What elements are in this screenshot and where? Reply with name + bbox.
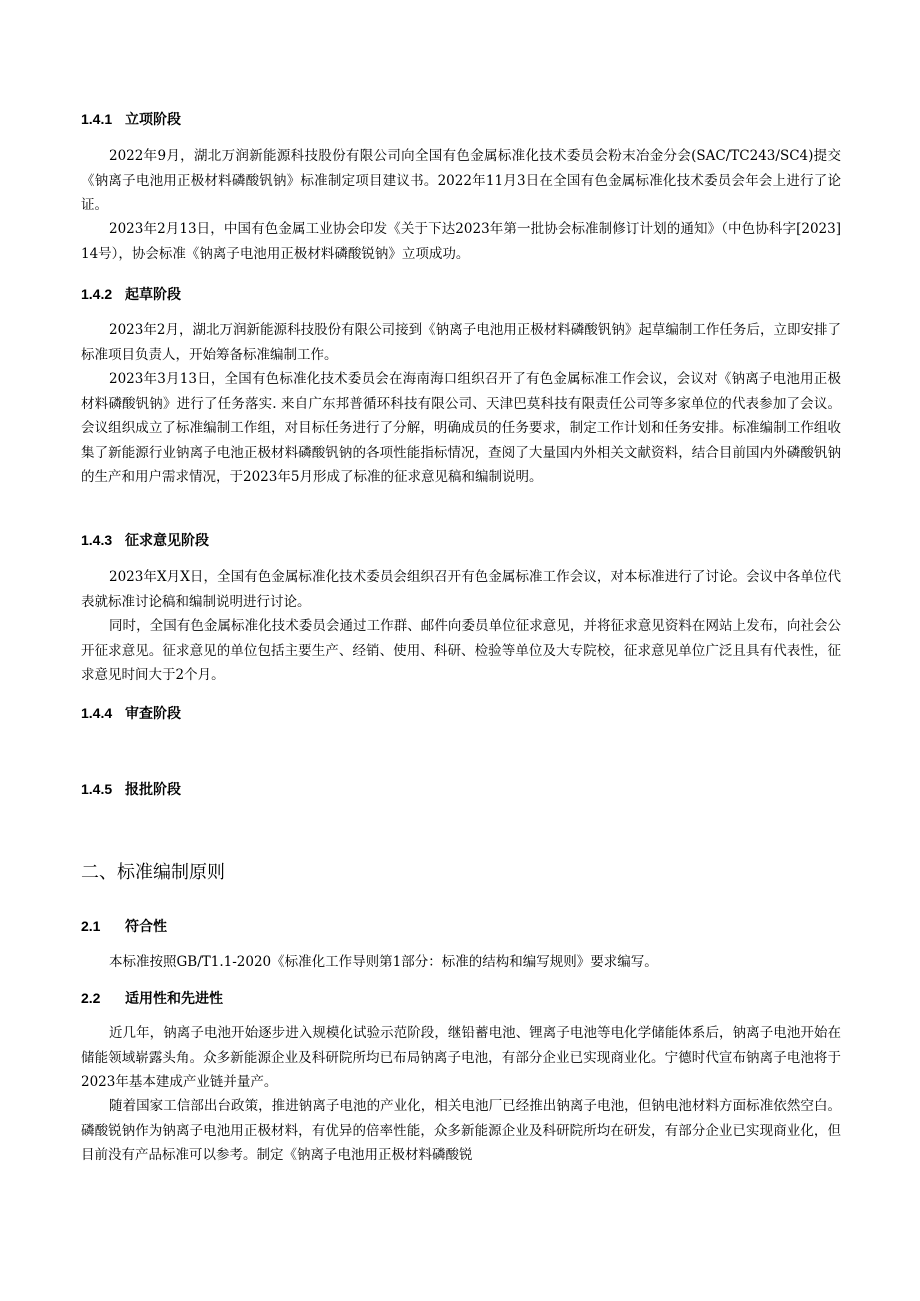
paragraph: 本标准按照GB/T1.1-2020《标准化工作导则第1部分：标准的结构和编写规则》要求编写。 — [109, 954, 658, 970]
section-heading-1-4-5 — [81, 779, 181, 799]
section-title: 征求意见阶段 — [125, 532, 209, 548]
section-title: 审查阶段 — [125, 705, 181, 721]
paragraph: 2023年2月，湖北万润新能源科技股份有限公司接到《钠离子电池用正极材料磷酸钒钠》起草编制工作任务后，立即安排了标准项目负责人，开始筹备标准编制工作。 — [81, 322, 841, 363]
section-number: 1.4.2 — [81, 286, 113, 302]
paragraph: 同时，全国有色金属标准化技术委员会通过工作群、邮件向委员单位征求意见，并将征求意见资料在网站上发布，向社会公开征求意见。征求意见的单位包括主要生产、经销、使用、科研、检验等单位及大专院校，征求意见单位广泛且具有代表性，征求意见时间大于2个月。 — [81, 618, 841, 683]
paragraph: 随着国家工信部出台政策，推进钠离子电池的产业化，相关电池厂已经推出钠离子电池，但钠电池材料方面标准依然空白。磷酸锐钠作为钠离子电池用正极材料，有优异的倍率性能，众多新能源企业及科研院所均在研发，有部分企业已实现商业化，但目前没有产品标准可以参考。制定《钠离子电池用正极材料磷酸锐 — [81, 1098, 841, 1163]
paragraph: 2023年X月X日，全国有色金属标准化技术委员会组织召开有色金属标准工作会议，对本标准进行了讨论。会议中各单位代表就标准讨论稿和编制说明进行讨论。 — [81, 569, 841, 610]
section-heading-1-4-3 — [81, 530, 209, 550]
section-title: 起草阶段 — [125, 286, 181, 302]
section-number: 1.4.4 — [81, 705, 113, 721]
section-title: 立项阶段 — [125, 111, 181, 127]
section-heading-1-4-4 — [81, 703, 181, 723]
section-number: 1.4.5 — [81, 781, 113, 797]
section-title: 符合性 — [125, 918, 167, 934]
section-number: 2.2 — [81, 990, 101, 1006]
paragraph: 2022年9月，湖北万润新能源科技股份有限公司向全国有色金属标准化技术委员会粉末冶金分会(SAC/TC243/SC4)提交《钠离子电池用正极材料磷酸钒钠》标准制定项目建议书。2022年11月3日在全国有色金属标准化技术委员会年会上进行了论证。 — [81, 148, 841, 213]
section-number: 1.4.3 — [81, 532, 113, 548]
section-heading-2-1 — [81, 916, 167, 936]
section-title: 适用性和先进性 — [125, 990, 223, 1006]
section-heading-1-4-2 — [81, 284, 181, 304]
paragraph: 2023年2月13日，中国有色金属工业协会印发《关于下达2023年第一批协会标准制修订计划的通知》（中色协科字[2023]14号），协会标准《钠离子电池用正极材料磷酸锐钠》立项成功。 — [81, 221, 841, 262]
section-title: 报批阶段 — [125, 781, 181, 797]
section-heading-1-4-1 — [81, 109, 181, 129]
paragraph: 2023年3月13日，全国有色标准化技术委员会在海南海口组织召开了有色金属标准工作会议，会议对《钠离子电池用正极材料磷酸钒钠》进行了任务落实. 来自广东邦普循环科技有限公司、天津巴莫科技有限责任公司等多家单位的代表参加了会议。会议组织成立了标准编制工作组，对目标任务进行了分解，明确成员的任务要求，制定工作计划和任务安排。标准编制工作组收集了新能源行业钠离子电池正极材料磷酸钒钠的各项性能指标情况，查阅了大量国内外相关文献资料，结合目前国内外磷酸钒钠的生产和用户需求情况，于2023年5月形成了标准的征求意见稿和编制说明。 — [81, 371, 841, 485]
section-number: 1.4.1 — [81, 111, 113, 127]
paragraph: 近几年，钠离子电池开始逐步进入规模化试验示范阶段，继铅蓄电池、锂离子电池等电化学储能体系后，钠离子电池开始在储能领域崭露头角。众多新能源企业及科研院所均已布局钠离子电池，有部分企业已实现商业化。宁德时代宣布钠离子电池将于2023年基本建成产业链并量产。 — [81, 1025, 841, 1090]
section-number: 2.1 — [81, 918, 101, 934]
section-heading-2-2 — [81, 988, 223, 1008]
chapter-heading: 二、标准编制原则 — [81, 862, 225, 883]
